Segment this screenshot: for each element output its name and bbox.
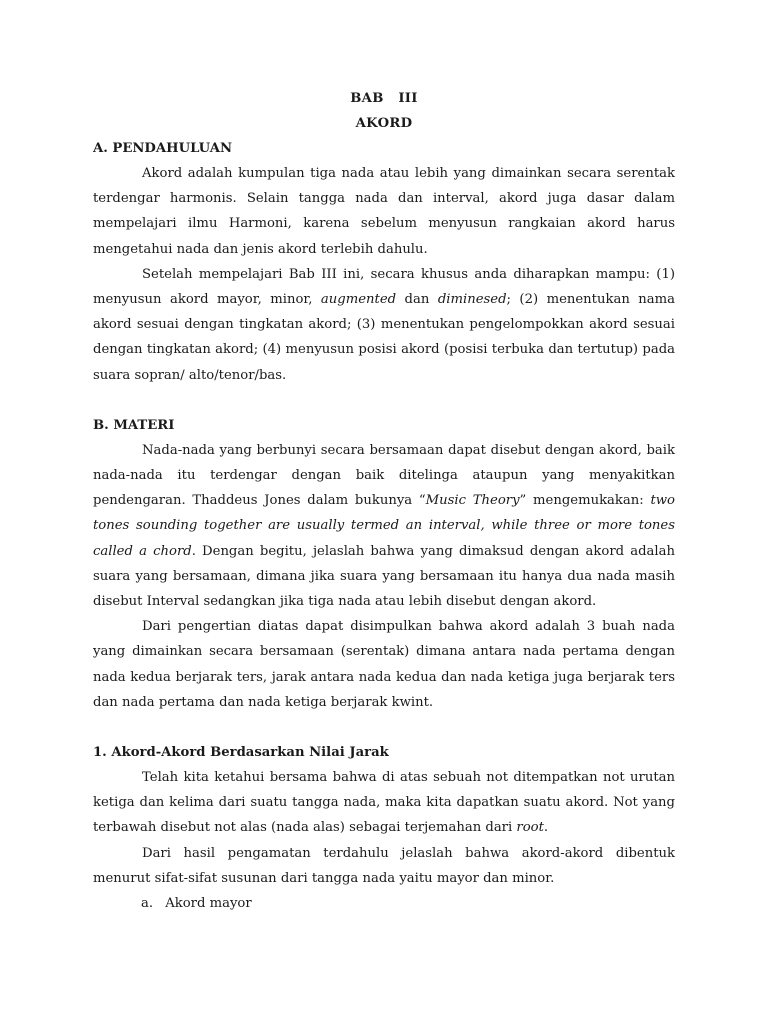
paragraph-materi-1: Nada-nada yang berbunyi secara bersamaan dapat disebut dengan akord, baik nada-nada itu terdengar dengan baik ditelinga ataupun yang menyakitkan pendengaran. Thaddeus Jones dalam bukunya “Music Theory” mengemukakan: two tones sounding together are usually termed an interval, while three or more tones called a chord. Dengan begitu, jelaslah bahwa yang dimaksud dengan akord adalah suara yang bersamaan, dimana jika suara yang bersamaan itu hanya dua nada masih disebut Interval sedangkan jika tiga nada atau lebih disebut dengan akord. [93,442,675,610]
chapter-title: AKORD [355,116,413,131]
paragraph-materi-2: Dari pengertian diatas dapat disimpulkan bahwa akord adalah 3 buah nada yang dimainkan secara bersamaan (serentak) dimana antara nada pertama dengan nada kedua berjarak ters, jarak antara nada kedua dan nada ketiga juga berjarak ters dan nada pertama dan nada ketiga berjarak kwint. [93,619,675,710]
paragraph-sub-2: Dari hasil pengamatan terdahulu jelaslah bahwa akord-akord dibentuk menurut sifat-sifat susunan dari tangga nada yaitu mayor dan minor. [93,845,675,886]
section-heading-b: B. MATERI [93,417,175,433]
section-heading-a: A. PENDAHULUAN [93,141,232,156]
paragraph-intro-1: Akord adalah kumpulan tiga nada atau lebih yang dimainkan secara serentak terdengar harmonis. Selain tangga nada dan interval, akord juga dasar dalam mempelajari ilmu Harmoni, karena sebelum menyusun rangkaian akord harus mengetahui nada dan jenis akord terlebih dahulu. [93,166,675,257]
paragraph-intro-2: Setelah mempelajari Bab III ini, secara khusus anda diharapkan mampu: (1) menyusun akord mayor, minor, augmented dan diminesed; (2) menentukan nama akord sesuai dengan tingkatan akord; (3) menentukan pengelompokkan akord sesuai dengan tingkatan akord; (4) menyusun posisi akord (posisi terbuka dan tertutup) pada suara sopran/ alto/tenor/bas. [93,266,676,383]
paragraph-sub-1: Telah kita ketahui bersama bahwa di atas sebuah not ditempatkan not urutan ketiga dan kelima dari suatu tangga nada, maka kita dapatkan suatu akord. Not yang terbawah disebut not alas (nada alas) sebagai terjemahan dari root. [93,770,675,836]
chapter-number: BAB III [350,91,418,106]
subsection-heading-1: 1. Akord-Akord Berdasarkan Nilai Jarak [93,745,389,761]
document-page [93,86,675,916]
list-item-a: a. Akord mayor [141,896,252,912]
